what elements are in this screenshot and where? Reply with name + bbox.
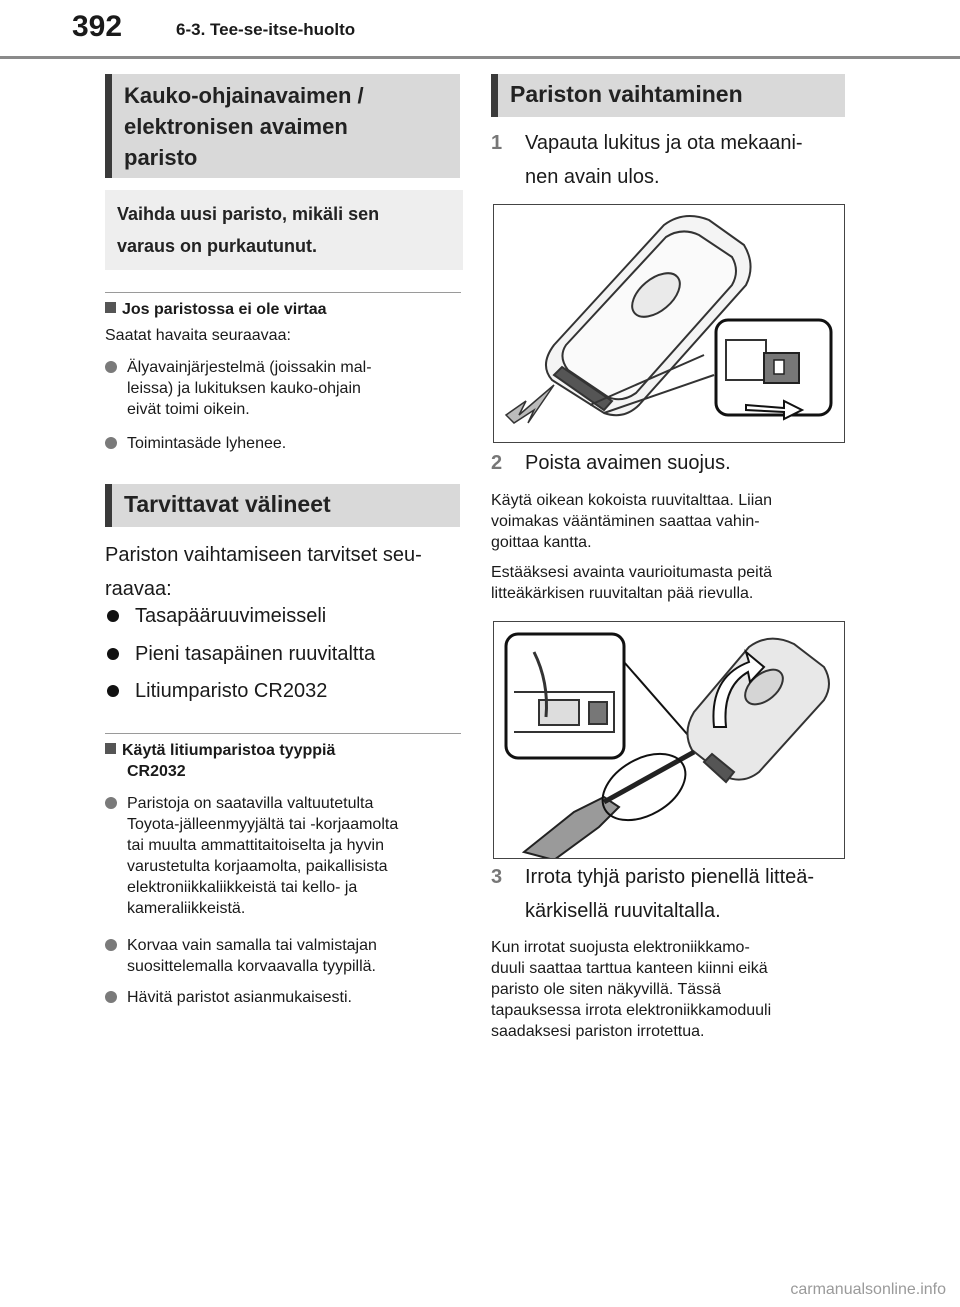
bullet-icon [107,610,119,622]
note-line: goittaa kantta. [491,534,592,551]
title-line: paristo [124,145,198,170]
bullet-line: kameraliikkeistä. [127,900,246,917]
subheading-text: CR2032 [127,763,186,780]
step2-note [491,562,851,604]
title-line: elektronisen avaimen [124,114,348,139]
list-item [105,935,465,977]
tools-intro [105,538,465,606]
note-line: saadaksesi pariston irrotettua. [491,1023,705,1040]
list-item [105,987,465,1008]
key-fob-illustration-2 [494,622,845,859]
note-line: Käytä oikean kokoista ruuvitalttaa. Liian [491,492,773,509]
note-line: voimakas vääntäminen saattaa vahin- [491,513,760,530]
bullet-line: Korvaa vain samalla tai valmistajan [127,937,377,954]
title-line: Kauko-ohjainavaimen / [124,83,364,108]
tools-title-text: Tarvittavat välineet [124,491,331,517]
step-line: Vapauta lukitus ja ota mekaani- [525,132,803,154]
bullet-line: eivät toimi oikein. [127,401,250,418]
tool-text: Litiumparisto CR2032 [135,680,328,702]
tool-text: Pieni tasapäinen ruuvitaltta [135,643,376,665]
step-number: 1 [491,132,503,154]
subheading-text: Käytä litiumparistoa tyyppiä [122,742,336,759]
note-line: duuli saattaa tarttua kanteen kiinni eikä [491,960,768,977]
bullet-icon [105,437,117,449]
divider [105,292,461,293]
bullet-icon [105,991,117,1003]
step-line: Irrota tyhjä paristo pienellä litteä- [525,866,815,888]
page-header [0,0,960,60]
replace-title-text: Pariston vaihtaminen [510,81,743,107]
step-2 [491,446,851,480]
watermark: carmanualsonline.info [790,1281,946,1298]
lead-line: Vaihda uusi paristo, mikäli sen [117,204,380,224]
bullet-line: varustetulta korjaamolta, paikallisista [127,858,388,875]
bullet-line: leissa) ja lukituksen kauko-ohjain [127,380,361,397]
tool-item [105,678,327,704]
divider [105,733,461,734]
list-item [105,357,461,420]
list-item [105,433,461,454]
bullet-line: tai muulta ammattitaitoiselta ja hyvin [127,837,384,854]
bullet-icon [105,361,117,373]
note-line: Kun irrotat suojusta elektroniikkamo- [491,939,750,956]
bullet-icon [105,797,117,809]
tool-item [105,603,326,629]
bullet-icon [107,648,119,660]
step-line: kärkisellä ruuvitaltalla. [525,900,721,922]
figure-remove-cover [493,621,845,859]
figure-remove-mechanical-key [493,204,845,443]
step-3 [491,860,851,928]
bullet-icon [105,939,117,951]
square-marker-icon [105,743,116,754]
step-line: nen avain ulos. [525,166,660,188]
note-line: Estääksesi avainta vaurioitumasta peitä [491,564,773,581]
bullet-line: Älyavainjärjestelmä (joissakin mal- [127,359,372,376]
section-title-tools [105,484,460,527]
chapter-title: 6-3. Tee-se-itse-huolto [176,20,356,39]
step-number: 3 [491,866,503,888]
bullet-line: Toyota-jälleenmyyjältä tai -korjaamolta [127,816,399,833]
lead-box [105,190,463,270]
tool-text: Tasapääruuvimeisseli [135,605,327,627]
section-title-replace [491,74,845,117]
section-title-battery [105,74,460,178]
intro-text: Saatat havaita seuraavaa: [105,327,291,344]
note-line: litteäkärkisen ruuvitaltan pää rievulla. [491,585,754,602]
step2-note [491,490,851,553]
step-line: Poista avaimen suojus. [525,452,731,474]
bullet-line: elektroniikkaliikkeistä tai kello- ja [127,879,358,896]
bullet-line: suosittelemalla korvaavalla tyypillä. [127,958,376,975]
subheading-no-power [105,299,461,320]
key-fob-illustration-1 [494,205,845,443]
note-line: tapauksessa irrota elektroniikkamoduuli [491,1002,772,1019]
lead-line: varaus on purkautunut. [117,236,318,256]
step-number: 2 [491,452,503,474]
header-rule [0,56,960,59]
step3-note [491,937,851,1042]
list-item [105,793,465,919]
bullet-line: Paristoja on saatavilla valtuutetulta [127,795,374,812]
subheading-cr2032 [105,740,461,782]
tools-intro-line: raavaa: [105,578,172,600]
square-marker-icon [105,302,116,313]
subheading-text: Jos paristossa ei ole virtaa [122,301,327,318]
page-number: 392 [72,10,123,43]
bullet-icon [107,685,119,697]
tool-item [105,641,375,667]
bullet-line: Toimintasäde lyhenee. [127,435,287,452]
tools-intro-line: Pariston vaihtamiseen tarvitset seu- [105,544,422,566]
step-1 [491,126,851,194]
note-line: paristo ole siten näkyvillä. Tässä [491,981,722,998]
bullet-line: Hävitä paristot asianmukaisesti. [127,989,352,1006]
